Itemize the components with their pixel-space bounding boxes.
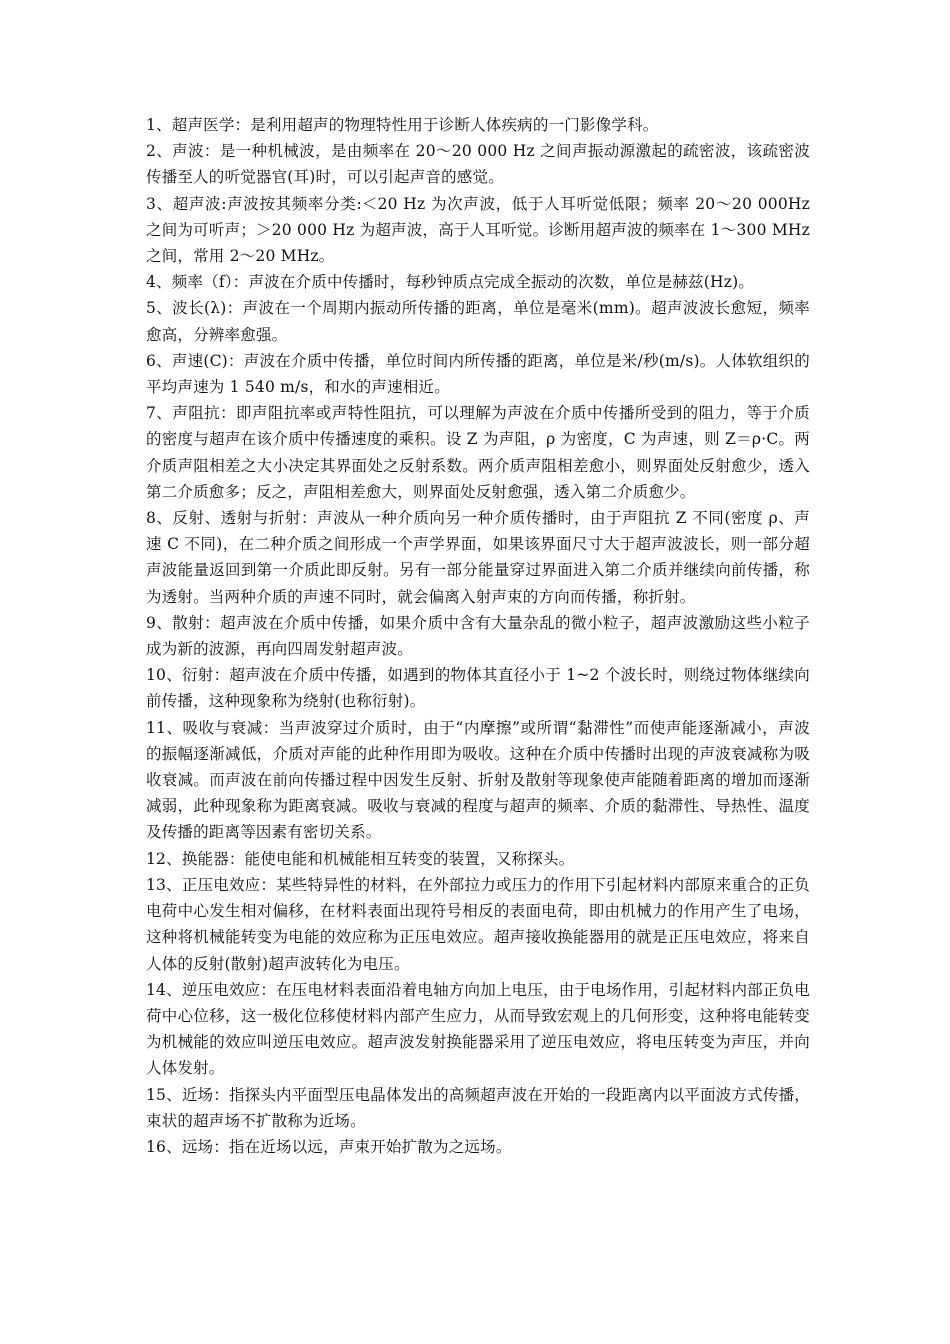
definition-item: 5、波长(λ)：声波在一个周期内振动所传播的距离，单位是毫米(mm)。超声波波长愈短，频率愈高，分辨率愈强。 <box>146 299 810 344</box>
definition-item: 7、声阻抗：即声阻抗率或声特性阻抗，可以理解为声波在介质中传播所受到的阻力，等于介质的密度与超声在该介质中传播速度的乘积。设 Z 为声阻，ρ 为密度，C 为声速，则 Z＝ρ·C。两介质声阻相差之大小决定其界面处之反射系数。两介质声阻相差愈小，则界面处反射愈少，透入第二介质愈多；反之，声阻相差愈大，则界面处反射愈强，透入第二介质愈少。 <box>146 404 810 501</box>
definition-item: 14、逆压电效应：在压电材料表面沿着电轴方向加上电压，由于电场作用，引起材料内部正负电荷中心位移，这一极化位移使材料内部产生应力，从而导致宏观上的几何形变，这种将电能转变为机械能的效应叫逆压电效应。超声波发射换能器采用了逆压电效应，将电压转变为声压，并向人体发射。 <box>146 980 810 1078</box>
definition-item: 13、正压电效应：某些特异性的材料，在外部拉力或压力的作用下引起材料内部原来重合的正负电荷中心发生相对偏移，在材料表面出现符号相反的表面电荷，即由机械力的作用产生了电场，这种将机械能转变为电能的效应称为正压电效应。超声接收换能器用的就是正压电效应，将来自人体的反射(散射)超声波转化为电压。 <box>146 875 810 973</box>
definition-item: 12、换能器：能使电能和机械能相互转变的装置，又称探头。 <box>146 849 575 868</box>
definition-item: 10、衍射：超声波在介质中传播，如遇到的物体其直径小于 1~2 个波长时，则绕过物体继续向前传播，这种现象称为绕射(也称衍射)。 <box>146 666 810 711</box>
definition-item: 3、超声波:声波按其频率分类:＜20 Hz 为次声波，低于人耳听觉低限；频率 20～20 000Hz 之间为可听声；＞20 000 Hz 为超声波，高于人耳听觉。诊断用超声波的频率在 1～300 MHz 之间，常用 2～20 MHz。 <box>146 194 810 266</box>
definition-item: 2、声波：是一种机械波，是由频率在 20～20 000 Hz 之间声振动源激起的疏密波，该疏密波传播至人的听觉器官(耳)时，可以引起声音的感觉。 <box>146 142 810 187</box>
definition-item: 9、散射：超声波在介质中传播，如果介质中含有大量杂乱的微小粒子，超声波激励这些小粒子成为新的波源，再向四周发射超声波。 <box>146 613 810 659</box>
definition-item: 4、频率（f）：声波在介质中传播时，每秒钟质点完成全振动的次数，单位是赫兹(Hz)。 <box>146 273 755 292</box>
definition-item: 1、超声医学：是利用超声的物理特性用于诊断人体疾病的一门影像学科。 <box>146 116 659 134</box>
definition-item: 16、远场：指在近场以远，声束开始扩散为之远场。 <box>146 1137 512 1156</box>
definition-item: 15、近场：指探头内平面型压电晶体发出的高频超声波在开始的一段距离内以平面波方式传播，束状的超声场不扩散称为近场。 <box>146 1085 810 1130</box>
definition-item: 6、声速(C)：声波在介质中传播，单位时间内所传播的距离，单位是米/秒(m/s)。人体软组织的平均声速为 1 540 m/s，和水的声速相近。 <box>146 351 810 397</box>
definition-item: 8、反射、透射与折射：声波从一种介质向另一种介质传播时，由于声阻抗 Z 不同(密度 ρ、声速 C 不同)，在二种介质之间形成一个声学界面，如果该界面尺寸大于超声波波长，则一部分超声波能量返回到第一介质此即反射。另有一部分能量穿过界面进入第二介质并继续向前传播，称为透射。当两种介质的声速不同时，就会偏离入射声束的方向而传播，称折射。 <box>146 509 810 606</box>
document-body <box>146 112 810 1160</box>
definition-item: 11、吸收与衰减：当声波穿过介质时，由于“内摩擦”或所谓“黏滞性”而使声能逐渐减小，声波的振幅逐渐减低，介质对声能的此种作用即为吸收。这种在介质中传播时出现的声波衰减称为吸收衰减。而声波在前向传播过程中因发生反射、折射及散射等现象使声能随着距离的增加而逐渐减弱，此种现象称为距离衰减。吸收与衰减的程度与超声的频率、介质的黏滞性、导热性、温度及传播的距离等因素有密切关系。 <box>146 718 810 842</box>
